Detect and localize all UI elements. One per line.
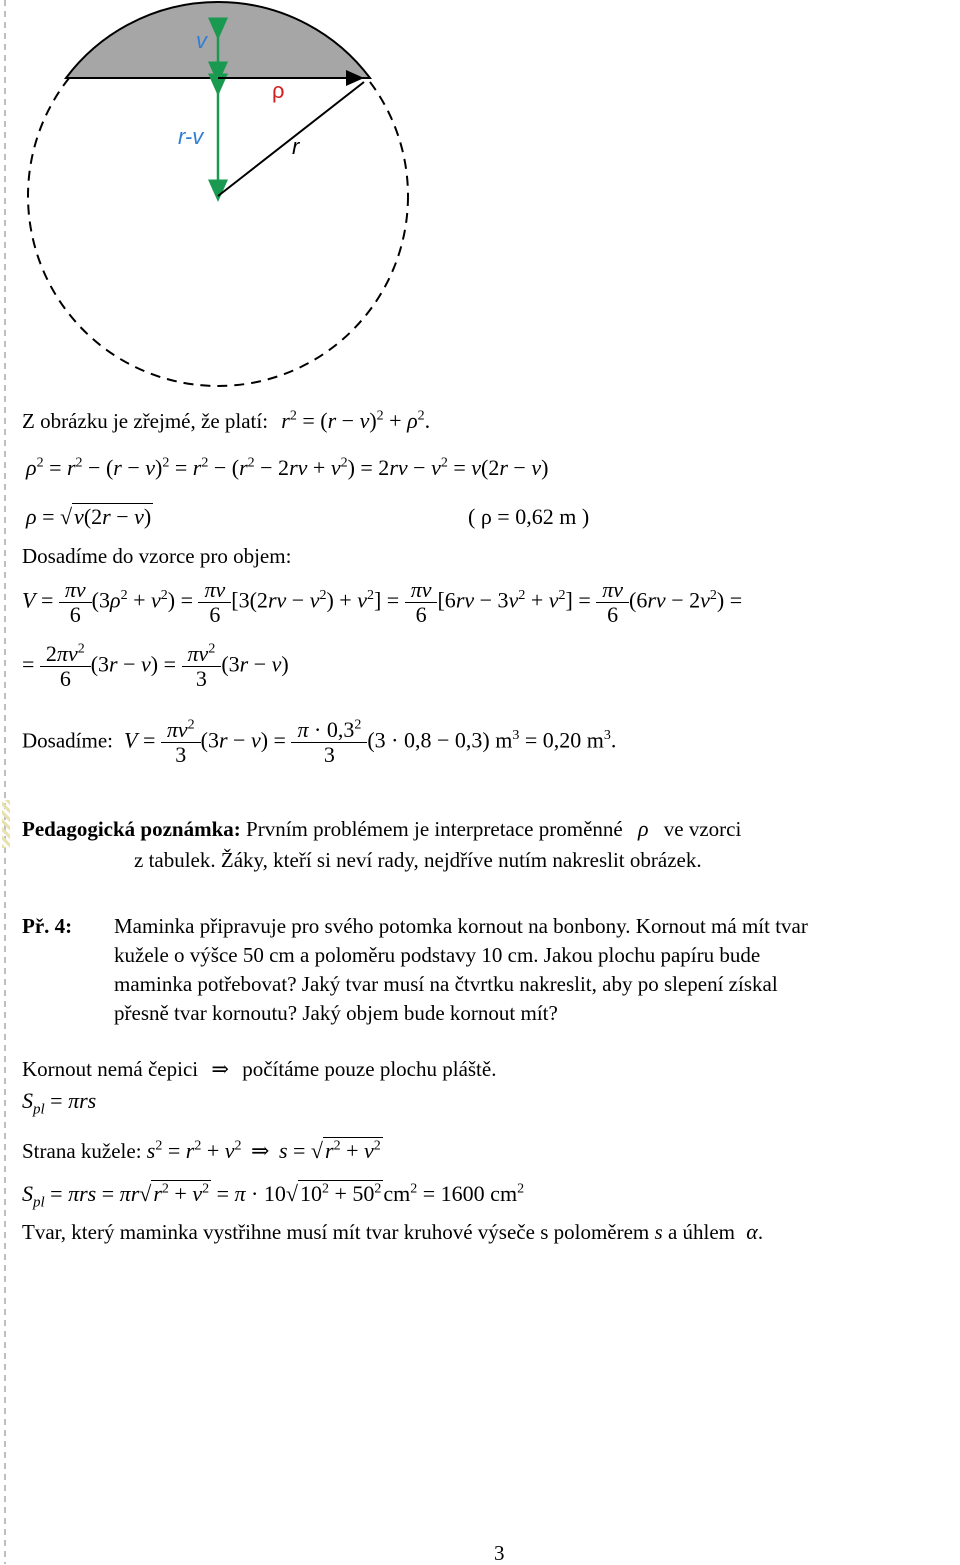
volume-derivation: V = $\frac{\pi v}{6}$ $(3\rho^2 + v^2)$ = $\frac{\pi v}{6}$ $[3(2rv - v^2) + v^2]$ = $\frac{\pi v}{6}$ $[6rv - 3v^2 + v^2]$ = $\frac{\pi v}{6}$ $(6rv - 2v^2)$ = <box>22 577 743 627</box>
pedagogical-note-line2: z tabulek. Žáky, kteří si neví rady, nejdříve nutím nakreslit obrázek. <box>134 848 702 872</box>
example-text-line4: přesně tvar kornoutu? Jaký objem bude kornout mít? <box>114 1001 558 1025</box>
example-label: Př. 4: <box>22 914 73 938</box>
label-r: r <box>292 134 300 159</box>
example-text-line3: maminka potřebovat? Jaký tvar musí na čtvrtku nakreslit, aby po slepení získal <box>114 972 778 996</box>
example-text-line1: Maminka připravuje pro svého potomka kornout na bonbony. Kornout má mít tvar <box>114 914 808 938</box>
surface-formula: $S_{pl} = \pi rs$ <box>22 1088 97 1118</box>
rho-formula: ρ = √v(2r − v) <box>26 504 152 529</box>
rho-squared-derivation: $\rho^2 = r^2 - (r - v)^2 = r^2 - (r^2 - 2rv + v^2) = 2rv - v^2 = v(2r - v)$ <box>26 455 549 480</box>
shape-conclusion: Tvar, který maminka vystřihne musí mít tvar kruhové výseče s poloměrem s a úhlem α. <box>22 1219 764 1244</box>
page-number: 3 <box>494 1541 505 1565</box>
sphere-segment-diagram <box>0 0 960 420</box>
label-r-minus-v: r-v <box>178 124 204 149</box>
double-right-arrow-icon: ⇒ <box>211 1057 229 1081</box>
rho-value: ( ρ = 0,62 m ) <box>468 504 590 529</box>
intro-line: Z obrázku je zřejmé, že platí: $r^2 = (r - v)^2 + \rho^2$. <box>22 408 431 433</box>
label-rho: ρ <box>272 78 285 103</box>
surface-computation: $S_{pl} = \pi rs = \pi r√r^2 + v^2 = \pi \cdot 10√10^2 + 50^2cm^2 = 1600$ $cm^2$ <box>22 1181 525 1211</box>
label-v: v <box>196 28 207 53</box>
double-right-arrow-icon: ⇒ <box>251 1138 270 1163</box>
margin-note-marker <box>2 800 10 848</box>
pythagoras-formula: $r^2 = (r - v)^2 + \rho^2$. <box>281 408 431 433</box>
example-text-line2: kužele o výšce 50 cm a poloměru podstavy 10 cm. Jakou plochu papíru bude <box>114 943 761 967</box>
dosadime-objem: Dosadíme do vzorce pro objem: <box>22 544 292 568</box>
volume-simplified: = $\frac{2\pi v^2}{6}$ (3r − v) = $\frac{\pi v^2}{3}$ (3r − v) <box>22 641 289 691</box>
pedagogical-note-line1: Pedagogická poznámka: Prvním problémem je interpretace proměnné ρ ve vzorci <box>22 816 742 841</box>
kornout-line: Kornout nemá čepici ⇒ počítáme pouze plochu pláště. <box>22 1057 497 1081</box>
r-line <box>218 82 364 196</box>
volume-substitution: Dosadíme: V = $\frac{\pi v^2}{3}$ (3r − v) = $\frac{\pi \cdot 0,3^2}{3}$ (3 · 0,8 − 0,3) $m^3 = 0,20$ $m^3$. <box>22 717 617 767</box>
slant-height-line: Strana kužele: $s^2 = r^2 + v^2$ ⇒ $s = √r^2 + v^2$ <box>22 1138 381 1163</box>
